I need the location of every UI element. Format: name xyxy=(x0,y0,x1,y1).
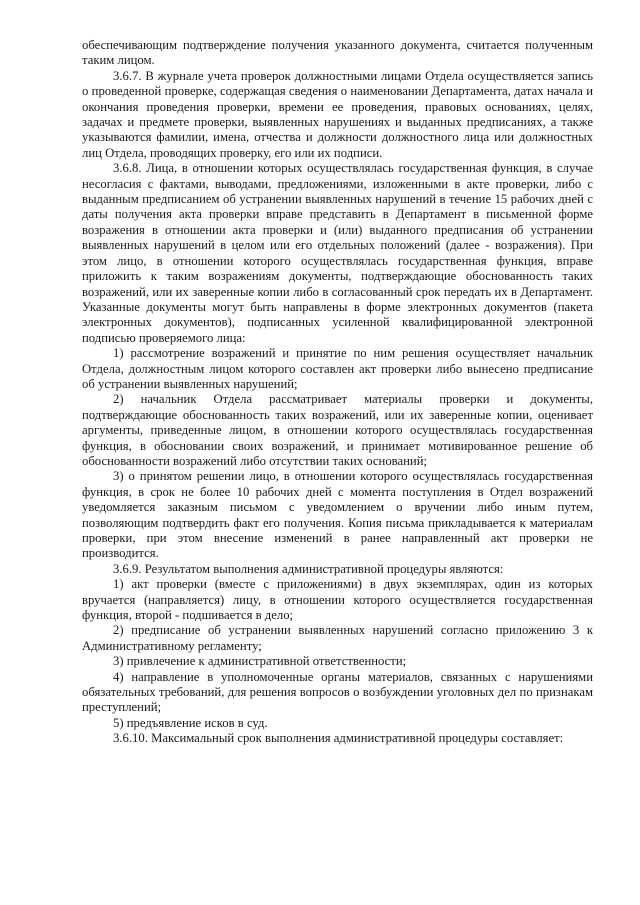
paragraph-3-6-9: 3.6.9. Результатом выполнения административной процедуры являются: xyxy=(113,561,504,576)
result-item-4: 4) направление в уполномоченные органы материалов, связанных с нарушениями обязательных требований, для решения вопросов о возбуждении уголовных дел по признакам преступлений; xyxy=(82,669,593,715)
list-item-3: 3) о принятом решении лицо, в отношении которого осуществлялась государственная функция, в срок не более 10 рабочих дней с момента поступления в Отдел возражений уведомляется заказным письмом с уведомлением о вручении либо иным путем, позволяющим подтвердить факт его получения. Копия письма прикладывается к материалам проверки, при этом внесение изменений в ранее направленный акт проверки не производится. xyxy=(82,469,593,561)
paragraph-3-6-7: 3.6.7. В журнале учета проверок должностными лицами Отдела осуществляется запись о проведенной проверке, содержащая сведения о наименовании Департамента, датах начала и окончания проведения проверки, времени ее проведения, правовых основаниях, целях, задачах и предмете проверки, выявленных нарушениях и выданных предписаниях, а также указываются фамилии, имена, отчества и должности должностного лица или должностных лиц Отдела, проводящих проверку, его или их подписи. xyxy=(82,68,593,160)
result-item-2: 2) предписание об устранении выявленных нарушений согласно приложению 3 к Административному регламенту; xyxy=(82,623,593,653)
paragraph-3-6-8: 3.6.8. Лица, в отношении которых осуществлялась государственная функция, в случае несогласия с фактами, выводами, предложениями, изложенными в акте проверки, либо с выданным предписанием об устранении выявленных нарушений в течение 15 рабочих дней с даты получения акта проверки вправе представить в Департамент в письменной форме возражения в отношении акта проверки и (или) выданного предписания об устранении выявленных нарушений в целом или его отдельных положений (далее - возражения). При этом лицо, в отношении которого осуществлялась государственная функция, вправе приложить к таким возражениям документы, подтверждающие обоснованность таких возражений, или их заверенные копии либо в согласованный срок передать их в Департамент. Указанные документы могут быть направлены в форме электронных документов (пакета электронных документов), подписанных усиленной квалифицированной электронной подписью проверяемого лица: xyxy=(82,161,593,345)
result-item-3: 3) привлечение к административной ответственности; xyxy=(113,654,407,669)
paragraph-3-6-10: 3.6.10. Максимальный срок выполнения административной процедуры составляет: xyxy=(113,731,564,746)
paragraph-continuation: обеспечивающим подтверждение получения указанного документа, считается полученным таким лицом. xyxy=(82,38,593,68)
document-page xyxy=(82,38,593,747)
result-item-5: 5) предъявление исков в суд. xyxy=(113,715,268,730)
list-item-2: 2) начальник Отдела рассматривает материалы проверки и документы, подтверждающие обоснованность таких возражений, или их заверенные копии, оценивает аргументы, приведенные лицом, в отношении которого осуществлялась государственная функция, в обосновании своих возражений, и принимает мотивированное решение об обоснованности возражений либо отсутствии таких оснований; xyxy=(82,392,593,468)
list-item-1: 1) рассмотрение возражений и принятие по ним решения осуществляет начальник Отдела, должностным лицом которого составлен акт проверки либо вынесено предписание об устранении выявленных нарушений; xyxy=(82,346,593,391)
result-item-1: 1) акт проверки (вместе с приложениями) в двух экземплярах, один из которых вручается (направляется) лицу, в отношении которого осуществляется государственная функция, второй - подшивается в дело; xyxy=(82,577,593,623)
